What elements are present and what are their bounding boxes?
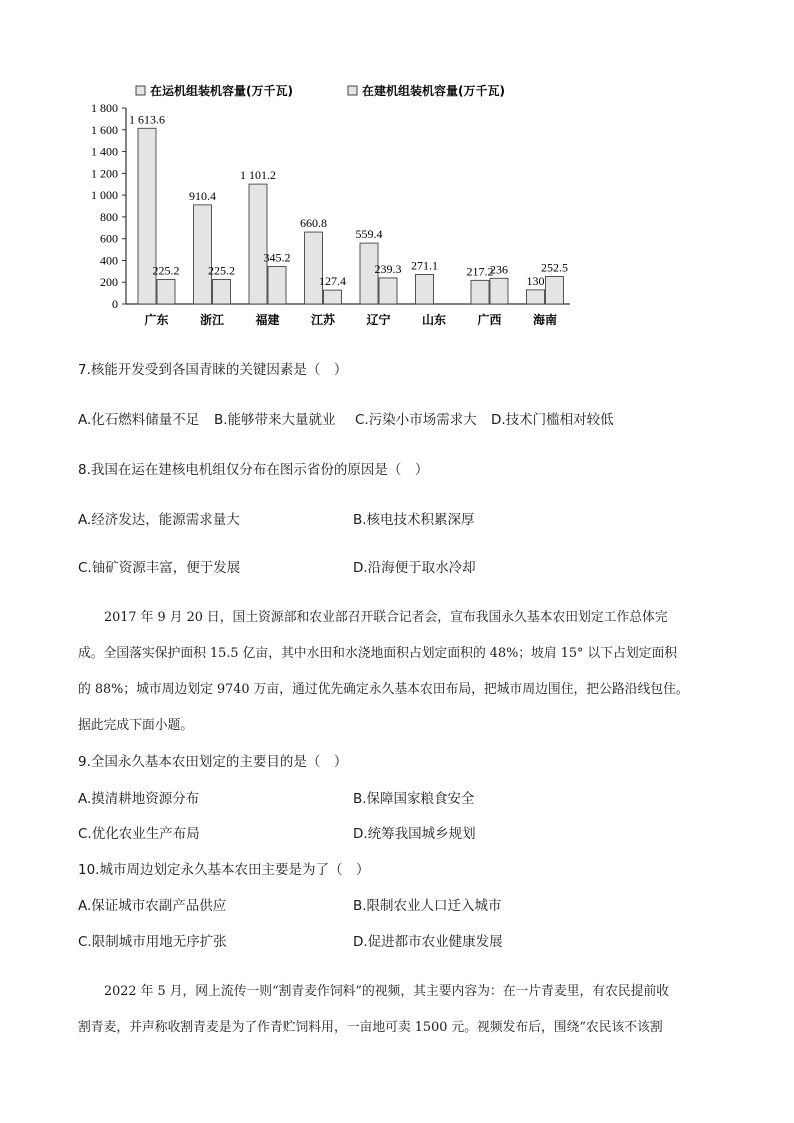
- question-8-option-a[interactable]: A.经济发达，能源需求量大: [78, 512, 240, 528]
- question-7-stem: 7.核能开发受到各国青睐的关键因素是（ ）: [78, 362, 348, 378]
- bar-construction: [546, 277, 564, 304]
- data-label-operating: 130: [526, 273, 545, 288]
- nuclear-capacity-bar-chart: [70, 76, 570, 336]
- question-7-option-a[interactable]: A.化石燃料储量不足: [78, 412, 200, 428]
- y-tick-label: 600: [100, 231, 118, 246]
- data-label-construction: 239.3: [374, 261, 402, 276]
- question-8-option-c[interactable]: C.铀矿资源丰富，便于发展: [78, 560, 241, 576]
- bar-construction: [324, 290, 342, 304]
- question-10-stem: 10.城市周边划定永久基本农田主要是为了（ ）: [78, 862, 370, 878]
- y-tick-label: 200: [100, 275, 118, 290]
- x-category-label: 海南: [532, 313, 558, 327]
- bar-operating: [138, 128, 156, 304]
- y-tick-label: 1 200: [91, 166, 118, 181]
- data-label-construction: 252.5: [541, 260, 568, 275]
- y-tick-label: 1 800: [91, 101, 118, 115]
- chart-legend: [136, 83, 505, 98]
- data-label-operating: 910.4: [189, 188, 216, 203]
- bar-construction: [268, 266, 286, 304]
- bar-construction: [157, 279, 175, 304]
- bar-operating: [416, 274, 434, 304]
- x-category-label: 浙江: [199, 313, 225, 327]
- question-7-option-d[interactable]: D.技术门槛相对较低: [491, 412, 614, 428]
- question-7-option-c[interactable]: C.污染小市场需求大: [355, 412, 477, 428]
- question-9-option-d[interactable]: D.统筹我国城乡规划: [353, 826, 476, 842]
- bar-operating: [249, 184, 267, 304]
- legend-swatch-construction: [348, 86, 357, 95]
- data-label-construction: 345.2: [263, 250, 291, 265]
- question-10-option-a[interactable]: A.保证城市农副产品供应: [78, 898, 227, 914]
- passage-farmland-line-1: 2017 年 9 月 20 日，国土资源部和农业部召开联合记者会，宣布我国永久基本农田划定工作总体完: [104, 610, 668, 625]
- bar-construction: [490, 278, 508, 304]
- x-category-label: 广西: [477, 313, 502, 327]
- question-9-option-a[interactable]: A.摸清耕地资源分布: [78, 791, 200, 807]
- question-9-option-c[interactable]: C.优化农业生产布局: [78, 826, 200, 842]
- data-label-operating: 559.4: [355, 227, 383, 242]
- passage-farmland-line-4: 据此完成下面小题。: [78, 718, 194, 733]
- y-tick-label: 1 400: [91, 144, 118, 159]
- question-8-option-d[interactable]: D.沿海便于取水冷却: [353, 560, 476, 576]
- data-label-operating: 217.2: [466, 264, 494, 279]
- data-label-construction: 127.4: [319, 274, 346, 289]
- data-label-construction: 225.2: [152, 263, 180, 278]
- bar-operating: [194, 205, 212, 304]
- bar-operating: [527, 290, 545, 304]
- question-8-option-b[interactable]: B.核电技术积累深厚: [353, 512, 475, 528]
- y-tick-label: 1 000: [91, 188, 118, 203]
- data-label-operating: 271.1: [411, 258, 438, 273]
- bar-operating: [471, 280, 489, 304]
- bar-operating: [305, 232, 323, 304]
- y-tick-label: 400: [100, 253, 118, 268]
- x-category-label: 广东: [144, 313, 169, 327]
- question-10-option-b[interactable]: B.限制农业人口迁入城市: [353, 898, 502, 914]
- data-label-operating: 1 101.2: [240, 168, 276, 183]
- passage-farmland-line-3: 的 88%；城市周边划定 9740 万亩，通过优先确定永久基本农田布局，把城市周边围住，把公路沿线包住。: [78, 682, 689, 697]
- bar-construction: [213, 279, 231, 304]
- question-10-option-c[interactable]: C.限制城市用地无序扩张: [78, 934, 227, 950]
- passage-green-wheat-line-2: 割青麦，并声称收割青麦是为了作青贮饲料用，一亩地可卖 1500 元。视频发布后，围绕“农民该不该割: [78, 1020, 663, 1035]
- x-category-label: 山东: [421, 313, 447, 327]
- y-tick-label: 0: [112, 297, 118, 311]
- passage-farmland-line-2: 成。全国落实保护面积 15.5 亿亩，其中水田和水浇地面积占划定面积的 48%；坡肩 15° 以下占划定面积: [78, 646, 678, 661]
- data-label-construction: 225.2: [208, 263, 235, 278]
- question-9-stem: 9.全国永久基本农田划定的主要目的是（ ）: [78, 754, 348, 770]
- x-category-label: 辽宁: [366, 313, 391, 327]
- legend-swatch-operating: [136, 86, 145, 95]
- y-tick-label: 800: [100, 209, 118, 224]
- passage-farmland: [78, 600, 718, 744]
- y-tick-label: 1 600: [91, 122, 118, 137]
- question-9-option-b[interactable]: B.保障国家粮食安全: [353, 791, 475, 807]
- legend-label-construction: 在建机组装机容量(万千瓦): [362, 84, 505, 98]
- data-label-operating: 1 613.6: [129, 112, 165, 127]
- x-category-label: 福建: [255, 313, 280, 327]
- bar-construction: [379, 278, 397, 304]
- passage-green-wheat-line-1: 2022 年 5 月，网上流传一则“割青麦作饲料”的视频，其主要内容为：在一片青麦里，有农民提前收: [104, 984, 670, 999]
- question-8-stem: 8.我国在运在建核电机组仅分布在图示省份的原因是（ ）: [78, 462, 429, 478]
- data-label-operating: 660.8: [300, 216, 327, 231]
- question-7-option-b[interactable]: B.能够带来大量就业: [214, 412, 336, 428]
- data-label-construction: 236: [490, 262, 508, 277]
- passage-green-wheat: [78, 974, 718, 1046]
- legend-label-operating: 在运机组装机容量(万千瓦): [150, 84, 293, 98]
- question-10-option-d[interactable]: D.促进都市农业健康发展: [353, 934, 503, 950]
- x-category-label: 江苏: [310, 313, 336, 327]
